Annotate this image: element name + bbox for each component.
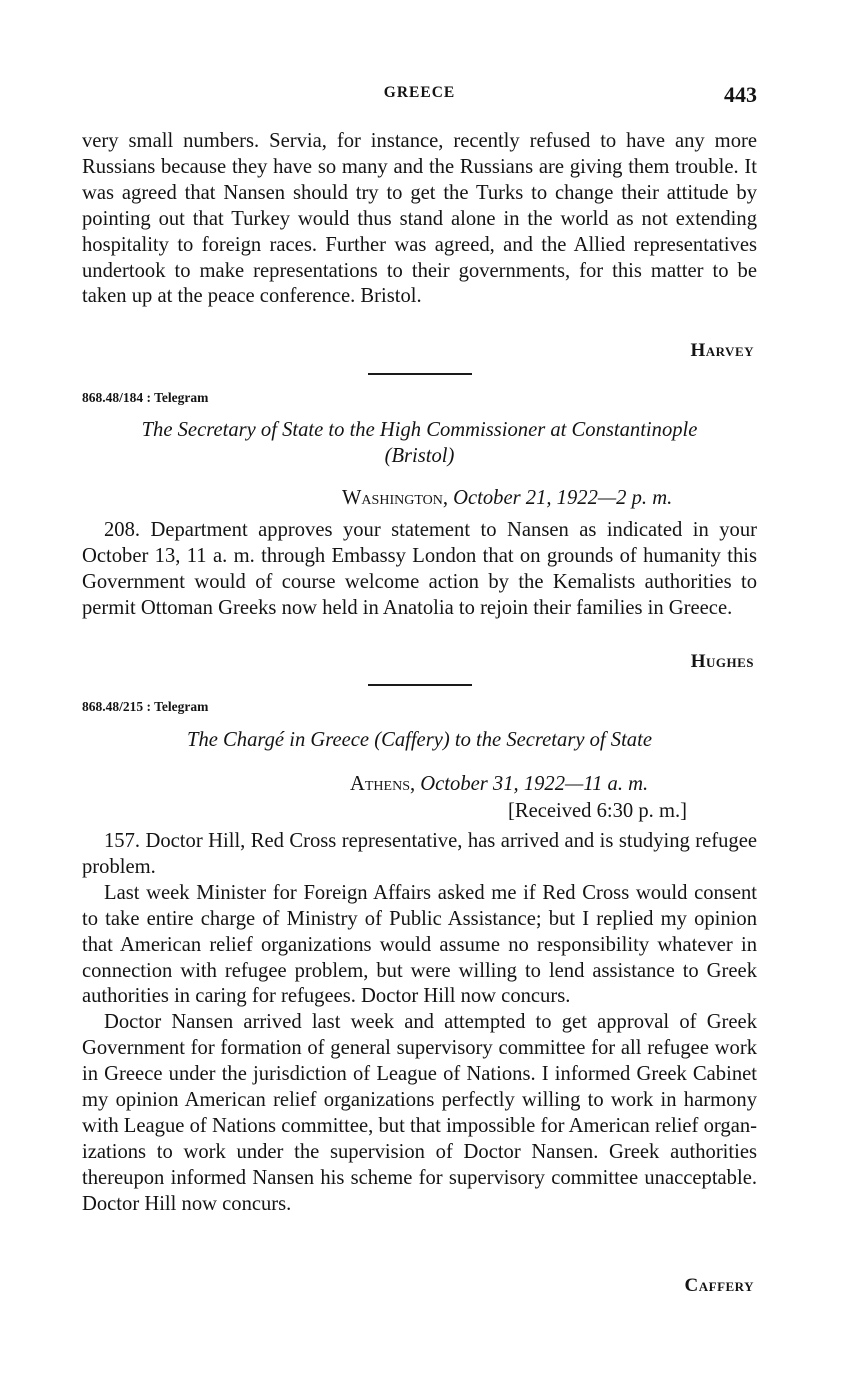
running-head: GREECE: [383, 84, 456, 101]
paragraph-text: 157. Doctor Hill, Red Cross representative, has arrived and is studying refugee problem.: [82, 830, 757, 878]
file-reference: 868.48/184 : Telegram: [82, 390, 209, 405]
received-time: [Received 6:30 p. m.]: [508, 800, 687, 822]
paragraph-text: very small numbers. Servia, for instance, recently refused to have any more Russians because they have so many and the Russians are giving them trouble. It was agreed that Nansen should try to get the Turks to change their attitude by pointing out that Turkey would thus stand alone in the world as not extending hospitality to foreign races. Further was agreed, and the Allied representatives undertook to make representations to their governments, for this matter to be taken up at the peace conference. Bristol.: [82, 130, 757, 308]
signature-hughes: Hughes: [690, 651, 754, 672]
signature-harvey: Harvey: [690, 340, 754, 361]
dateline-date: October 21, 1922—2 p. m.: [453, 487, 673, 509]
paragraph-text: 208. Department approves your statement to Nansen as indicated in your October 13, 11 a. m. through Embassy London that on grounds of humanity this Government would of course welcome action by the Kemalists authorities to permit Ottoman Greeks now held in Anatolia to rejoin their families in Greece.: [82, 519, 757, 619]
page-number: 443: [724, 82, 757, 107]
telegram-body: [82, 829, 757, 1218]
dateline-date: October 31, 1922—11 a. m.: [420, 773, 649, 795]
document-heading: The Chargé in Greece (Caffery) to the Secretary of State: [187, 729, 652, 751]
paragraph-text: Last week Minister for Foreign Affairs asked me if Red Cross would consent to take entire charge of Ministry of Public Assistance; but I replied my opinion that American relief organizations would assume no responsibility whatever in connection with refugee problem, but were willing to lend assistance to Greek authorities in caring for refugees. Doctor Hill now concurs.: [82, 881, 757, 1008]
dateline-place: Washington,: [342, 487, 448, 509]
dateline-place: Athens,: [350, 773, 416, 795]
section-divider: [368, 373, 472, 375]
signature-caffery: Caffery: [684, 1275, 754, 1296]
continuation-paragraph: [82, 129, 757, 310]
dateline: [350, 773, 648, 796]
telegram-body: [82, 518, 757, 622]
paragraph-text: Doctor Nansen arrived last week and attempted to get approval of Greek Government for formation of general supervisory committee for all refugee work in Greece under the jurisdiction of League of Nations. I informed Greek Cabinet my opinion American relief organizations perfectly willing to work in harmony with League of Nations committee, but that impossible for American relief organizations to work under the supervision of Doctor Nansen. Greek authorities thereupon informed Nansen his scheme for supervisory committee unacceptable. Doctor Hill now concurs.: [82, 1011, 757, 1215]
heading-line: (Bristol): [384, 444, 455, 467]
file-reference: 868.48/215 : Telegram: [82, 699, 209, 714]
section-divider: [368, 684, 472, 686]
page-header: [82, 82, 757, 112]
document-heading: [82, 418, 757, 470]
dateline: [342, 487, 672, 510]
heading-line: The Secretary of State to the High Commissioner at Constantinople: [141, 419, 698, 441]
